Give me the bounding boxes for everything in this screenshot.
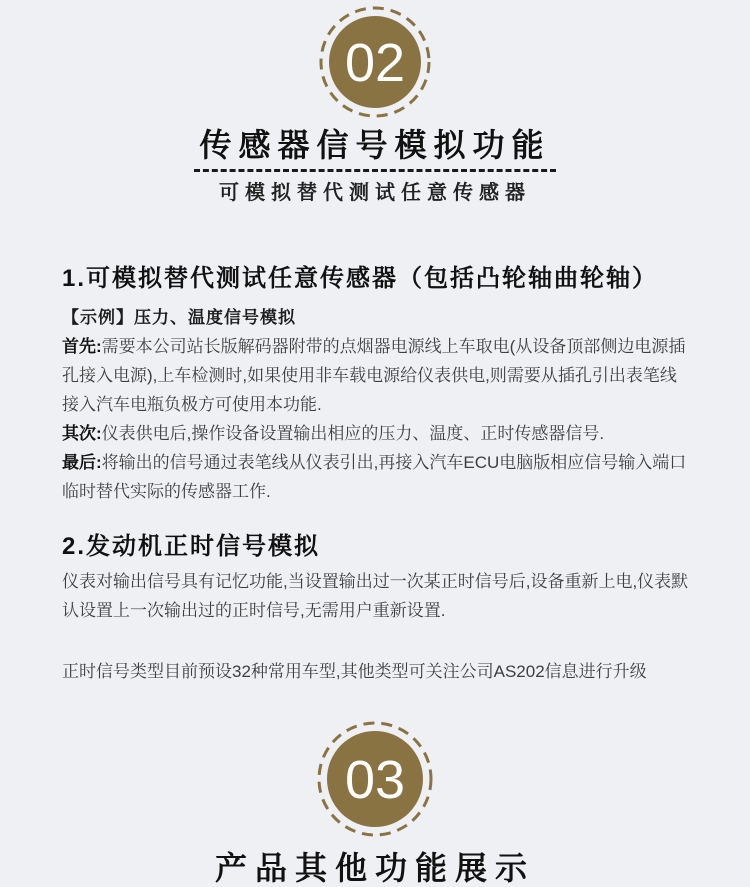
- step-paragraph-last: [62, 448, 692, 506]
- step-label: 首先:: [62, 336, 102, 356]
- badge-number: 03: [344, 750, 406, 811]
- feature-2-block: [62, 533, 692, 626]
- badge-number: 02: [344, 33, 406, 93]
- section-03-badge: [0, 720, 750, 838]
- example-label: 【示例】压力、温度信号模拟: [62, 307, 296, 327]
- step-paragraph-second: [62, 419, 692, 448]
- content-area: [0, 265, 750, 687]
- step-label: 其次:: [62, 423, 102, 443]
- upgrade-note: 正时信号类型目前预设32种常用车型,其他类型可关注公司AS202信息进行升级: [62, 662, 647, 682]
- section-02-badge: [0, 0, 750, 119]
- step-text: 需要本公司站长版解码器附带的点烟器电源线上车取电(从设备顶部侧边电源插孔接入电源),上车检测时,如果使用非车载电源给仪表供电,则需要从插孔引出表笔线接入汽车电瓶负极方可使用本功能.: [62, 336, 686, 414]
- feature-2-heading: 2.发动机正时信号模拟: [62, 532, 321, 560]
- numbered-circle-badge-icon: [316, 720, 434, 838]
- feature-1-block: [62, 265, 692, 506]
- step-text: 将输出的信号通过表笔线从仪表引出,再接入汽车ECU电脑版相应信号输入端口临时替代实际的传感器工作.: [62, 452, 687, 501]
- feature-2-body: 仪表对输出信号具有记忆功能,当设置输出过一次某正时信号后,设备重新上电,仪表默认设置上一次输出过的正时信号,无需用户重新设置.: [62, 572, 689, 621]
- step-text: 仪表供电后,操作设备设置输出相应的压力、温度、正时传感器信号.: [101, 423, 605, 443]
- step-label: 最后:: [62, 452, 102, 472]
- step-paragraph-first: [62, 332, 692, 419]
- feature-1-heading: 1.可模拟替代测试任意传感器（包括凸轮轴曲轮轴）: [62, 264, 659, 292]
- section-02-subtitle: 可模拟替代测试任意传感器: [219, 181, 531, 204]
- dashed-divider: [194, 169, 556, 172]
- numbered-circle-badge-icon: [318, 5, 432, 119]
- section-02-title: 传感器信号模拟功能: [199, 127, 551, 163]
- section-03-title: 产品其他功能展示: [214, 850, 535, 887]
